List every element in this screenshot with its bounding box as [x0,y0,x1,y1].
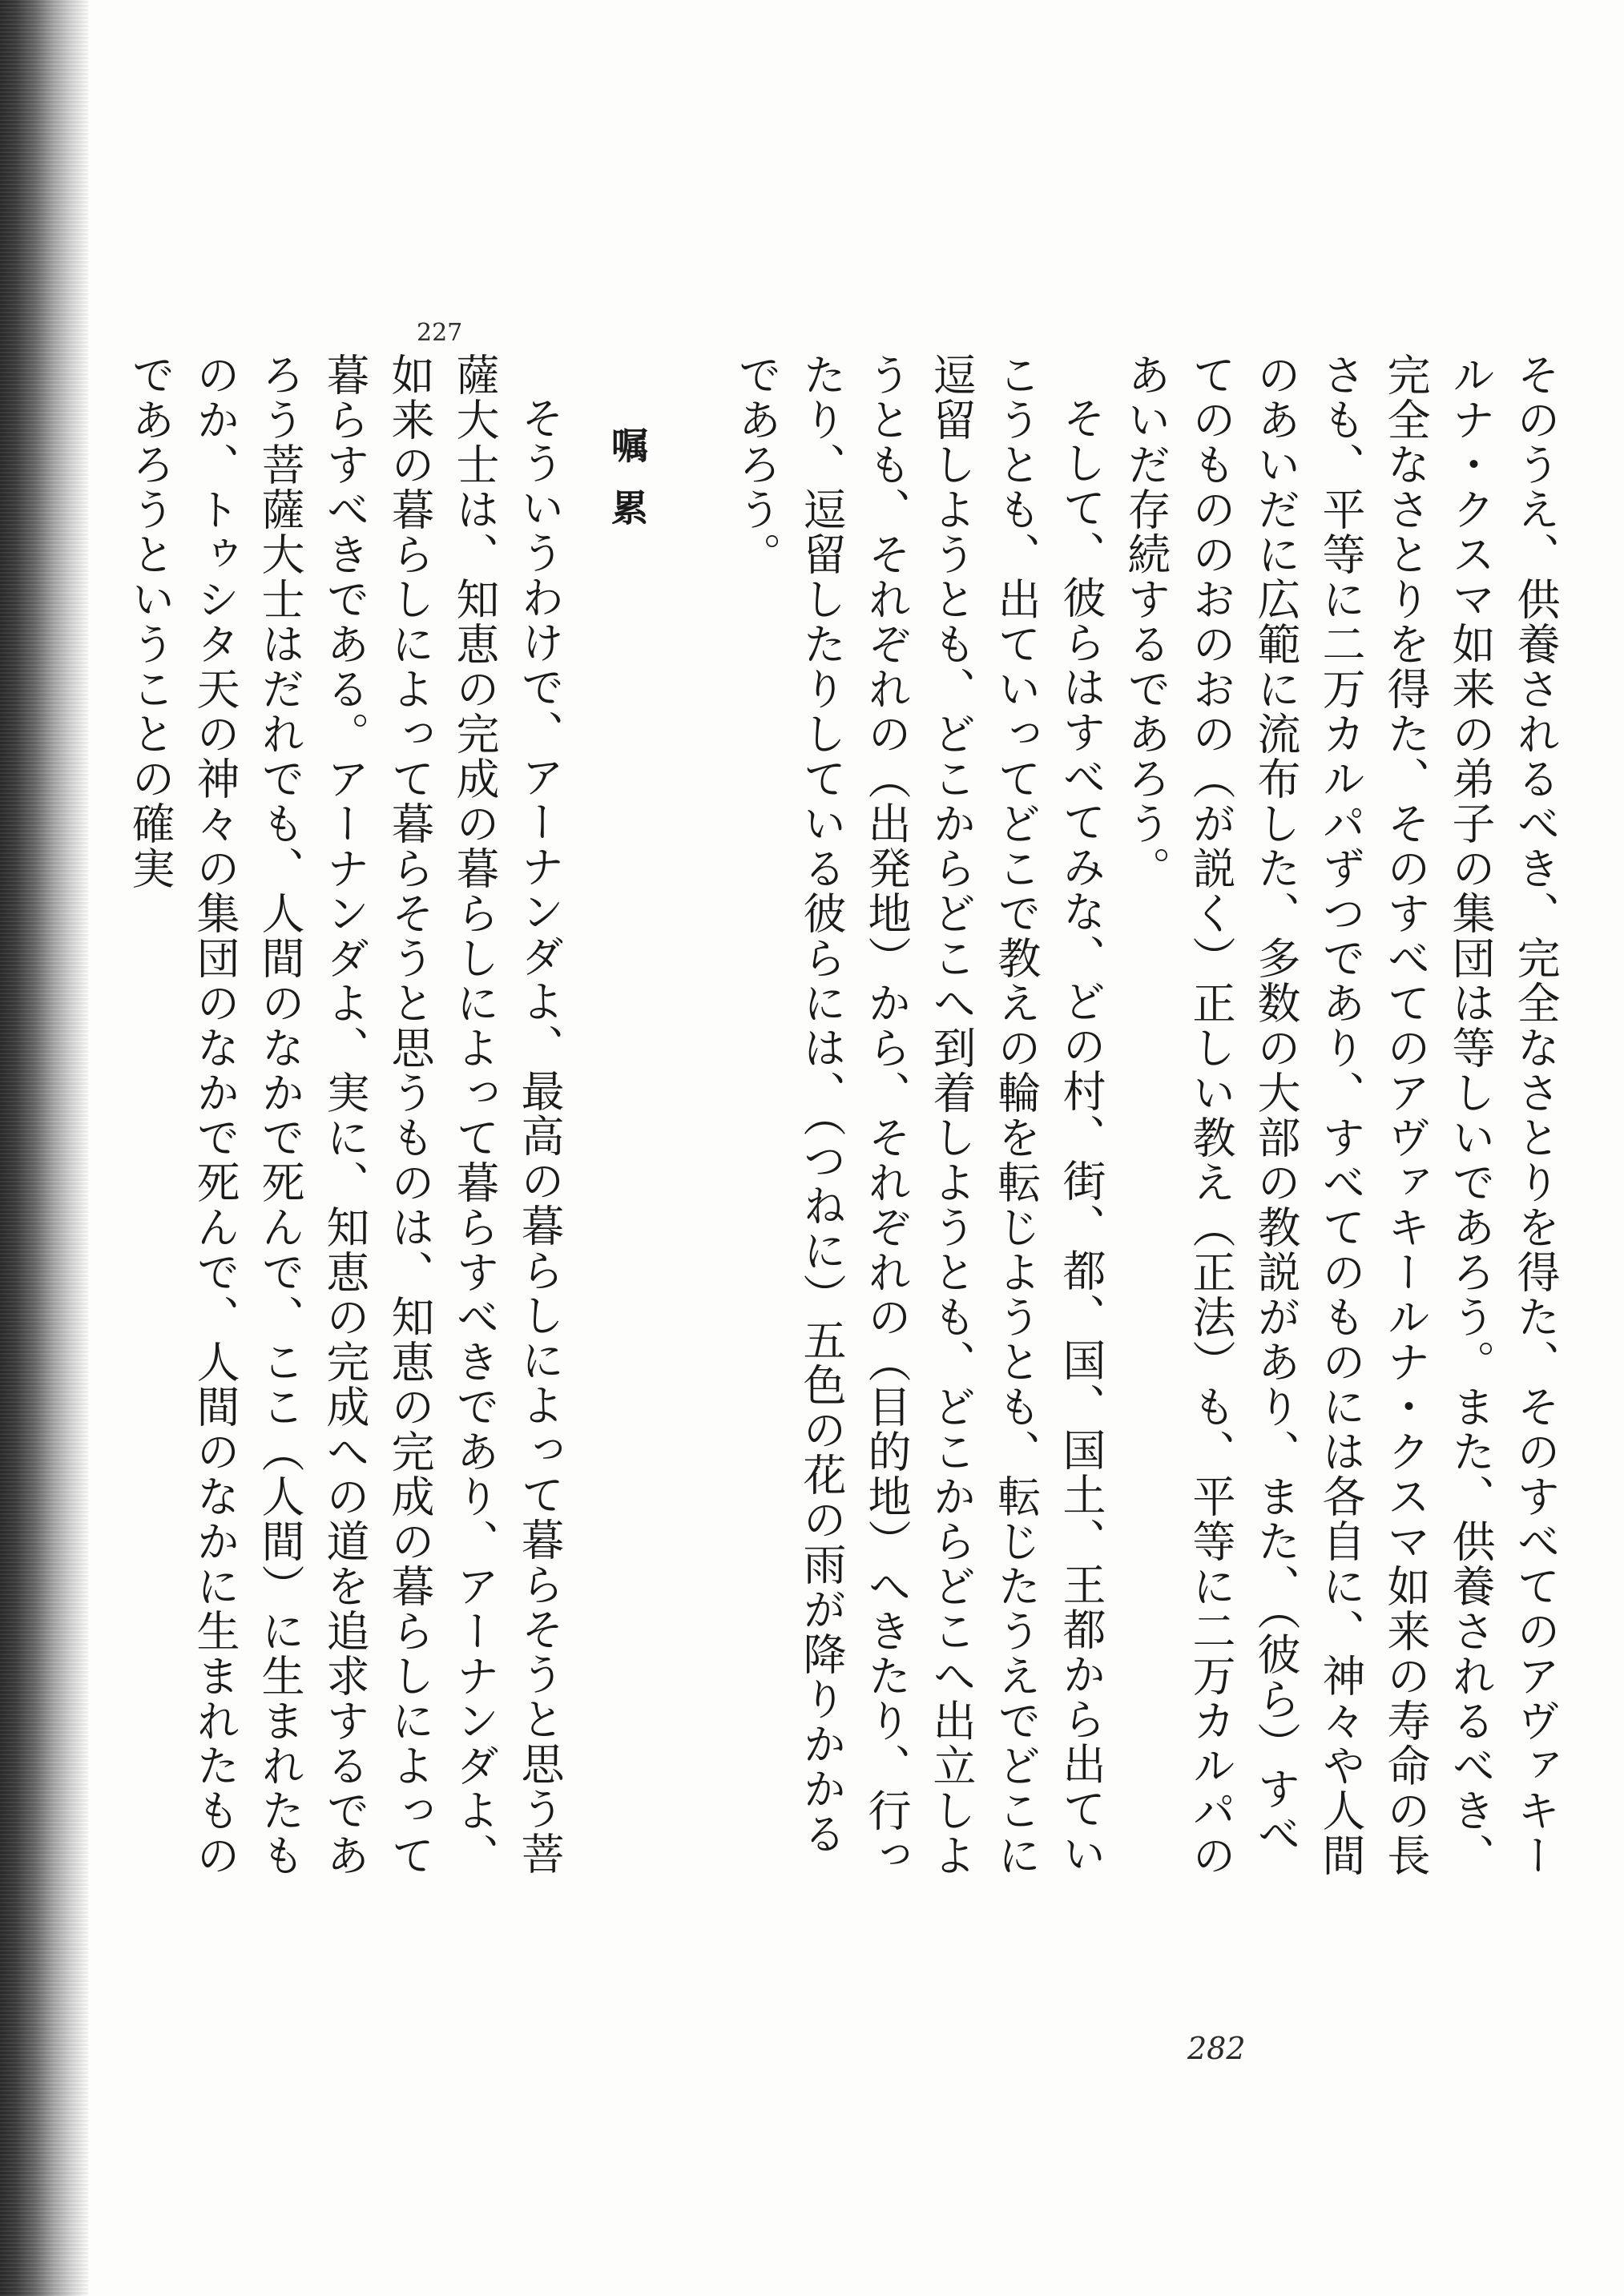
paragraph-3: そういうわけで、アーナンダよ、最高の暮らしによって暮らそうと思う菩薩大士は、知恵の完成の暮らしによって暮らすべきであり、アーナンダよ、如来の暮らしによって暮らそうと思うものは、知恵の完成の暮らしによって暮らすべきである。アーナンダよ、実に、知恵の完成への道を追求するであろう菩薩大士はだれでも、人間のなかで死んで、ここ（人間）に生まれたものか、トゥシタ天の神々の集団のなかで死んで、人間のなかに生まれたものであろうということの確実 [125,352,565,1878]
page-number-bottom: 282 [1187,2031,1246,2066]
paragraph-2: そして、彼らはすべてみな、どの村、街、都、国、国土、王都から出ていこうとも、出ていってどこで教えの輪を転じようとも、転じたうえでどこに逗留しようとも、どこからどこへ到着しようとも、どこからどこへ出立しようとも、それぞれの（出発地）から、それぞれの（目的地）へきたり、行ったり、逗留したりしている彼らには、（つねに）五色の花の雨が降りかかるであろう。 [731,352,1106,1878]
paragraph-1: そのうえ、供養されるべき、完全なさとりを得た、そのすべてのアヴァキールナ・クスマ如来の弟子の集団は等しいであろう。また、供養されるべき、完全なさとりを得た、そのすべてのアヴァキールナ・クスマ如来の寿命の長さも、平等に二万カルパずつであり、すべてのものには各自に、神々や人間のあいだに広範に流布した、多数の大部の教説があり、また、（彼ら）すべてのもののおのおの（が説く）正しい教え（正法）も、平等に二万カルパのあいだ存続するであろう。 [1121,352,1561,1878]
vertical-text-block [118,352,1568,1891]
page-number-top: 227 [417,319,463,347]
section-heading: 嘱累 [606,426,649,551]
binding-edge-shadow [0,0,88,2296]
